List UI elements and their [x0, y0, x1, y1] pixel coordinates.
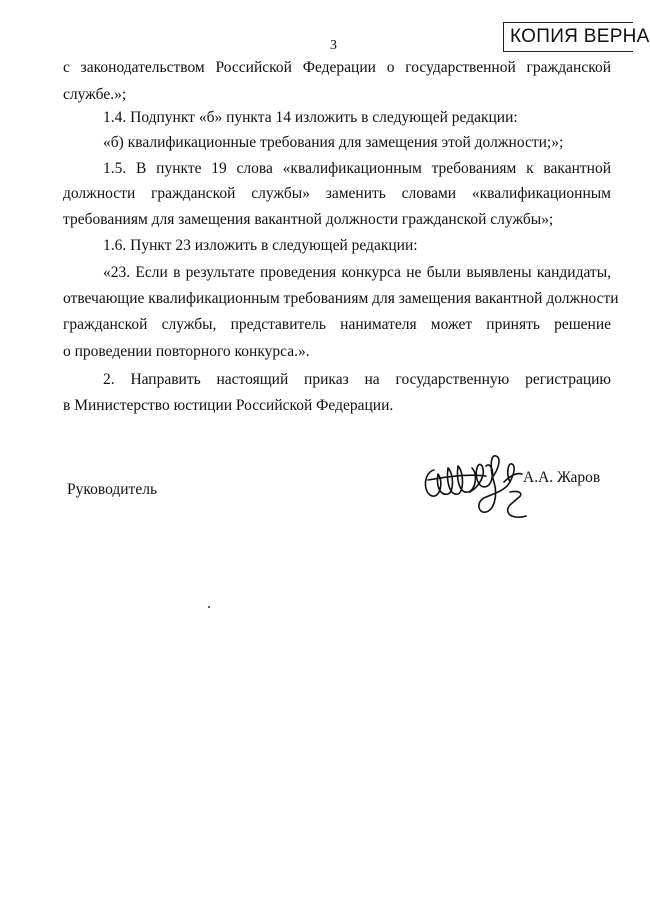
text-line-3: 1.4. Подпункт «б» пункта 14 изложить в следующей редакции:	[103, 109, 518, 126]
text-line-13: 2. Направить настоящий приказ на государственную регистрацию	[103, 371, 611, 388]
text-line-14: в Министерство юстиции Российской Федерации.	[63, 397, 394, 414]
text-line-11: гражданской службы, представитель нанимателя может принять решение	[63, 316, 611, 333]
text-line-4: «б) квалификационные требования для замещения этой должности;»;	[103, 134, 564, 151]
text-line-9: «23. Если в результате проведения конкурса не были выявлены кандидаты,	[103, 264, 611, 281]
copy-certified-stamp: КОПИЯ ВЕРНА	[503, 22, 633, 52]
text-line-5: 1.5. В пункте 19 слова «квалификационным требованиям к вакантной	[103, 160, 611, 177]
handwritten-signature	[420, 452, 530, 532]
text-line-8: 1.6. Пункт 23 изложить в следующей редакции:	[103, 237, 418, 254]
text-line-2: службе.»;	[63, 86, 127, 103]
signature-position-title: Руководитель	[67, 481, 158, 498]
text-line-7: требованиям для замещения вакантной должности гражданской службы»;	[63, 211, 554, 228]
text-line-10: отвечающие квалификационным требованиям для замещения вакантной должности	[63, 290, 619, 307]
text-line-1: с законодательством Российской Федерации о государственной гражданской	[63, 59, 611, 76]
page-number: 3	[330, 38, 337, 53]
signatory-name: А.А. Жаров	[523, 469, 601, 486]
scan-speck	[208, 606, 210, 608]
text-line-12: о проведении повторного конкурса.».	[63, 343, 310, 360]
text-line-6: должности гражданской службы» заменить словами «квалификационным	[63, 185, 611, 202]
